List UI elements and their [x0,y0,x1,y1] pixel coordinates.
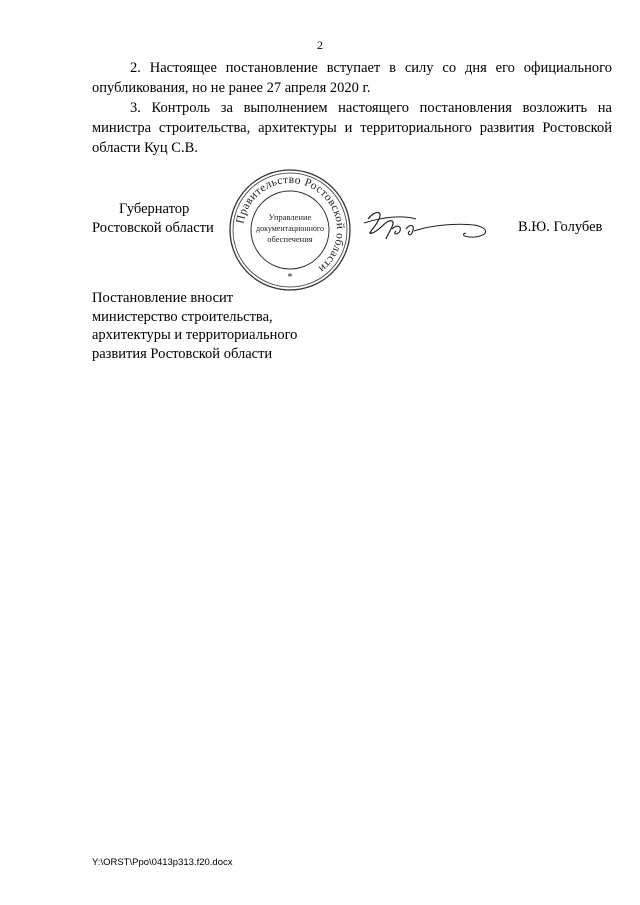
official-stamp [228,168,352,292]
signer-title [92,200,214,238]
paragraph-2-text: 2. Настоящее постановление вступает в силу со дня его официального опубликования, но не ранее 27 апреля 2020 г. [92,60,612,96]
paragraph-3 [92,98,612,158]
stamp-center-line3: обеспечения [267,234,313,244]
note-line3: архитектуры и территориального [92,327,298,343]
stamp-ring-text: Правительство Ростовской области [234,173,347,275]
signer-title-line2: Ростовской области [92,220,214,236]
stamp-center-line1: Управление [268,212,312,222]
footer-file-path: Y:\ORST\Ppo\0413p313.f20.docx [92,857,233,868]
signer-title-line1: Губернатор [119,201,190,217]
submission-note [92,289,297,363]
paragraph-2 [92,58,612,98]
handwritten-signature [362,203,492,249]
paragraph-3-text: 3. Контроль за выполнением настоящего постановления возложить на министра строительства, архитектуры и территориального развития Ростовской области Куц С.В. [92,100,612,156]
stamp-center-line2: документационного [256,224,324,233]
note-line1: Постановление вносит [92,290,234,306]
note-line4: развития Ростовской области [92,345,273,362]
note-line2: министерство строительства, [92,308,273,325]
stamp-star: * [287,272,293,283]
signer-name: В.Ю. Голубев [518,219,603,235]
page-number: 2 [317,38,323,52]
